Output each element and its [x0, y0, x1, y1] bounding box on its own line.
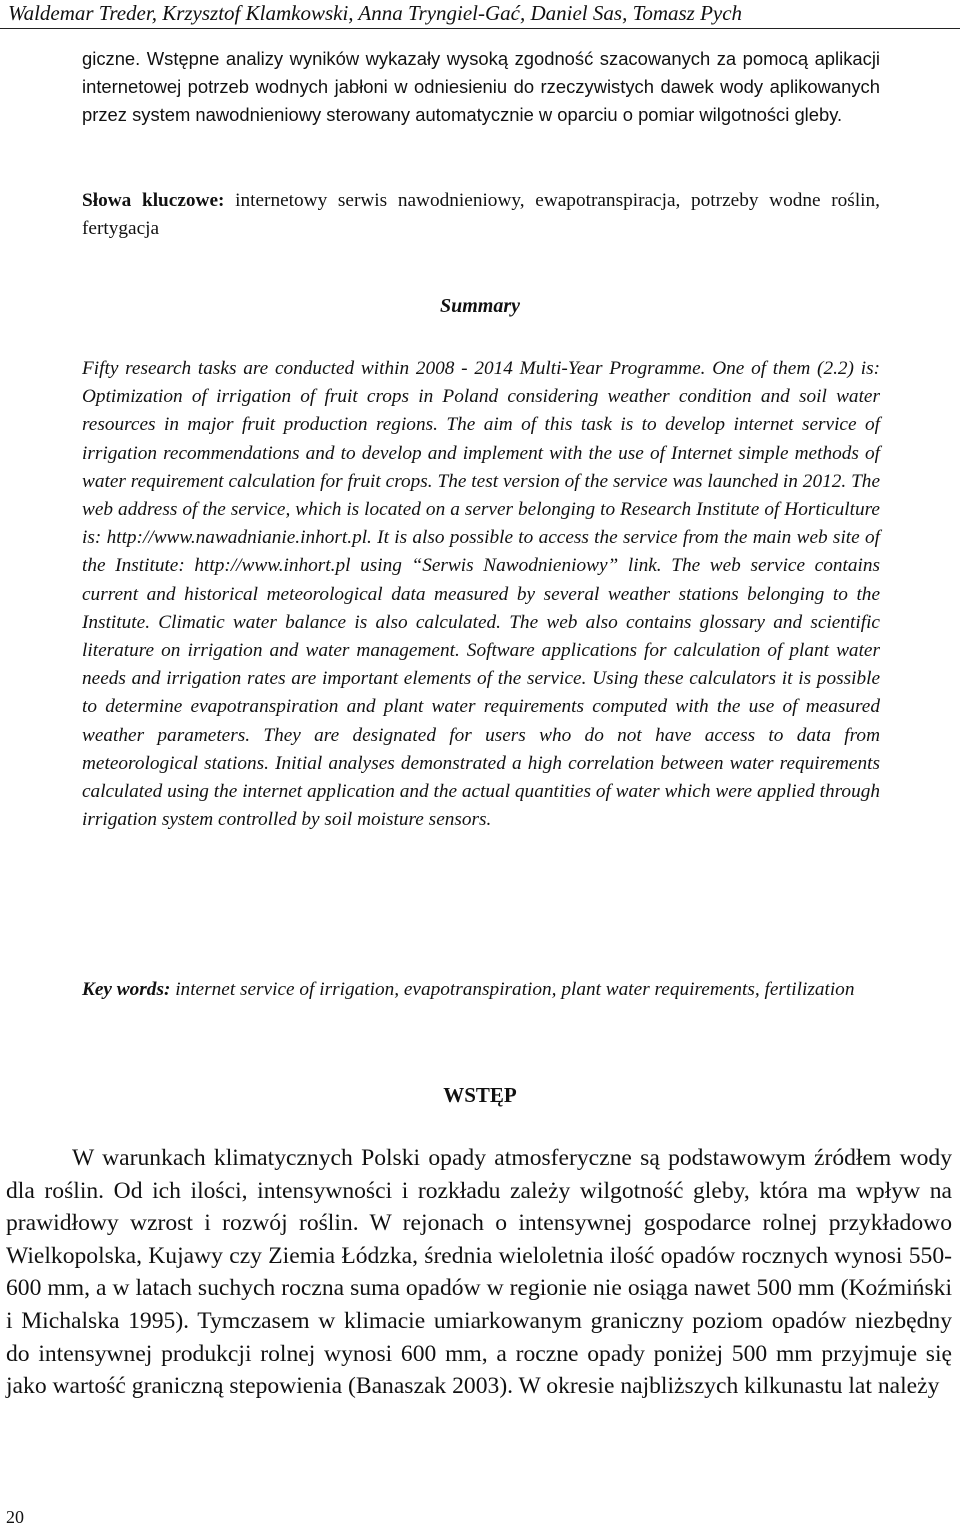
running-header: Waldemar Treder, Krzysztof Klamkowski, Anna Tryngiel-Gać, Daniel Sas, Tomasz Pych	[8, 1, 743, 25]
keywords-pl-text: internetowy serwis nawodnieniowy, ewapotranspiracja, potrzeby wodne roślin, fertygacja	[82, 190, 880, 240]
keywords-pl	[82, 187, 880, 243]
keywords-en	[82, 976, 880, 1004]
summary-heading: Summary	[439, 295, 521, 317]
summary-text: Fifty research tasks are conducted within 2008 - 2014 Multi-Year Programme. One of them (2.2) is: Optimization of irrigation of fruit crops in Poland considering weather condition and soil water resources in major fruit production regions. The aim of this task is to develop internet service of irrigation recommendations and to develop and implement with the use of Internet simple methods of water requirement calculation for fruit crops. The test version of the service was launched in 2012. The web address of the service, which is located on a server belonging to Research Institute of Horticulture is: http://www.nawadnianie.inhort.pl. It is also possible to access the service from the main web site of the Institute: http://www.inhort.pl using “Serwis Nawodnieniowy” link. The web service contains current and historical meteorological data measured by several weather stations belonging to the Institute. Climatic water balance is also calculated. The web also contains glossary and scientific literature on irrigation and water management. Software applications for calculation of plant water needs and irrigation rates are important elements of the service. Using these calculators it is possible to determine evapotranspiration and plant water requirements computed with the use of measured weather parameters. They are designated for users who do not have access to data from meteorological stations. Initial analyses demonstrated a high correlation between water requirements calculated using the internet application and the actual quantities of water which were applied through irrigation system controlled by soil moisture sensors.	[82, 358, 880, 831]
section-body-text: W warunkach klimatycznych Polski opady atmosferyczne są podstawowym źródłem wody dla roślin. Od ich ilości, intensywności i rozkładu zależy wilgotność gleby, która ma wpływ na prawidłowy wzrost i rozwój roślin. W rejonach o intensywnej gospodarce rolnej przykładowo Wielkopolska, Kujawy czy Ziemia Łódzka, średnia wieloletnia ilość opadów rocznych wynosi 550-600 mm, a w latach suchych roczna suma opadów w regionie nie osiąga nawet 500 mm (Koźmiński i Michalska 1995). Tymczasem w klimacie umiarkowanym graniczny poziom opadów niezbędny do intensywnej produkcji rolnej wynosi 600 mm, a roczne opady poniżej 500 mm przyjmuje się jako wartość graniczną stepowienia (Banaszak 2003). W okresie najbliższych kilkunastu lat należy	[6, 1145, 952, 1400]
header-rule	[0, 28, 960, 29]
keywords-pl-label: Słowa kluczowe:	[82, 190, 225, 211]
section-heading: WSTĘP	[443, 1083, 517, 1107]
page-number: 20	[6, 1507, 24, 1527]
keywords-en-label: Key words:	[82, 979, 171, 1000]
abstract-pl-continuation: giczne. Wstępne analizy wyników wykazały wysoką zgodność szacowanych za pomocą aplikacji internetowej potrzeb wodnych jabłoni w odniesieniu do rzeczywistych dawek wody aplikowanych przez system nawodnieniowy sterowany automatycznie w oparciu o pomiar wilgotności gleby.	[82, 48, 880, 126]
keywords-en-text: internet service of irrigation, evapotranspiration, plant water requirements, fertilization	[175, 979, 855, 1000]
